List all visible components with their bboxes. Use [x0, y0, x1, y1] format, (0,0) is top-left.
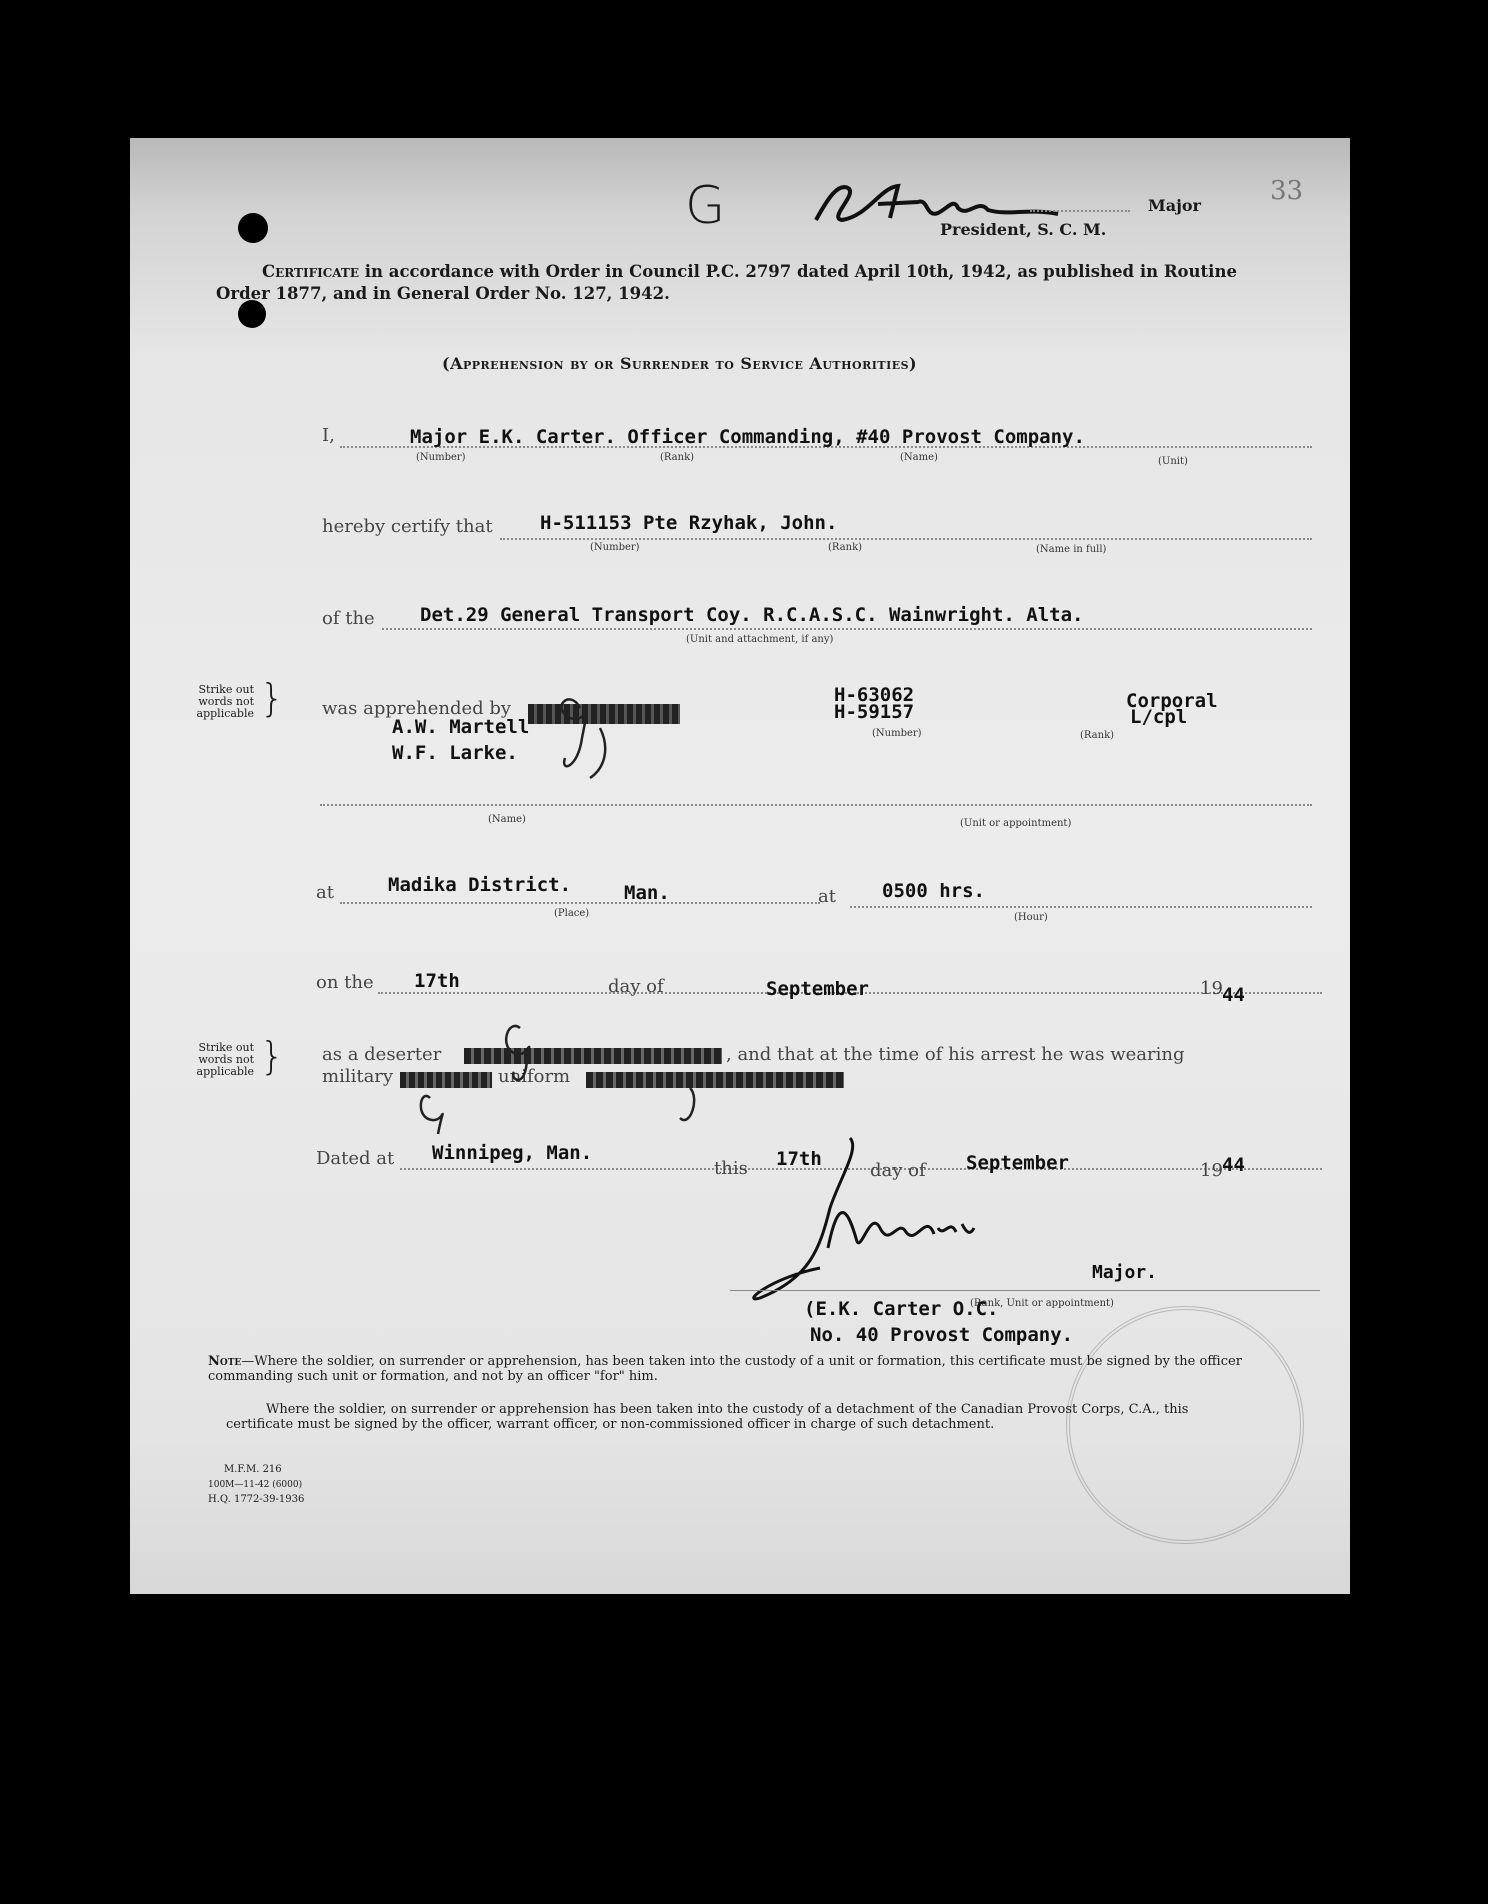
caption-number: (Number)	[872, 728, 922, 739]
form-code-1: M.F.M. 216	[224, 1464, 282, 1475]
president-line	[1030, 210, 1130, 212]
initials-mark	[510, 678, 630, 788]
apprehender-name-2: W.F. Larke.	[392, 742, 518, 764]
place-label: at	[316, 882, 334, 903]
apprehended-label: was apprehended by	[322, 698, 512, 719]
intro-line-1: Certificate in accordance with Order in Council P.C. 2797 dated April 10th, 1942, as published in Routine	[262, 262, 1237, 281]
caption-unit-appointment: (Unit or appointment)	[960, 818, 1072, 829]
dated-year-prefix: 19	[1200, 1160, 1223, 1181]
punch-hole-bottom	[238, 300, 266, 328]
signature-caption: (Rank, Unit or appointment)	[970, 1298, 1114, 1309]
note-paragraph-2: Where the soldier, on surrender or apprehension has been taken into the custody of a detachment of the Canadian Provost Corps, C.A., this certificate must be signed by the officer, warrant officer, or non-commissioned officer in charge of such detachment.	[226, 1402, 1189, 1432]
caption-number: (Number)	[416, 452, 466, 463]
dated-place: Winnipeg, Man.	[432, 1142, 593, 1164]
dated-month: September	[966, 1152, 1069, 1174]
unit-label: of the	[322, 608, 375, 629]
soldier-line	[500, 538, 1312, 540]
certifier-prefix: I,	[322, 425, 335, 446]
caption-name: (Name)	[488, 814, 526, 825]
note-paragraph-1	[208, 1354, 1248, 1384]
caption-rank: (Rank)	[828, 542, 863, 553]
certificate-word: Certificate	[262, 262, 359, 281]
certificate-page	[130, 138, 1350, 1594]
strike-note-2: Strike out words not applicable	[196, 1041, 254, 1078]
place-province: Man.	[624, 882, 670, 904]
page-number: 33	[1270, 176, 1304, 206]
date-year-suffix: 44	[1222, 984, 1245, 1006]
caption-name: (Name)	[900, 452, 938, 463]
form-code-2: 100M—11-42 (6000)	[208, 1480, 303, 1490]
apprehender-name-1: A.W. Martell	[392, 716, 530, 738]
signature-rank: Major.	[1092, 1262, 1158, 1283]
caption-hour: (Hour)	[1014, 912, 1048, 923]
signature-name: (E.K. Carter O.C.	[804, 1298, 999, 1320]
caption-name-full: (Name in full)	[1036, 544, 1107, 555]
place-line	[340, 902, 820, 904]
uniform-label: uniform	[498, 1066, 571, 1087]
date-month: September	[766, 978, 869, 1000]
form-code-3: H.Q. 1772-39-1936	[208, 1494, 305, 1505]
hour-value: 0500 hrs.	[882, 880, 985, 902]
caption-unit: (Unit)	[1158, 456, 1188, 467]
certifier-value: Major E.K. Carter. Officer Commanding, #40 Provost Company.	[410, 426, 1085, 448]
military-label: military	[322, 1066, 394, 1087]
dated-day-of: day of	[870, 1160, 926, 1181]
deserter-text-end: , and that at the time of his arrest he was wearing	[726, 1044, 1185, 1065]
hour-at-label: at	[818, 886, 836, 907]
unit-value: Det.29 General Transport Coy. R.C.A.S.C. Wainwright. Alta.	[420, 604, 1084, 626]
dated-this: this	[714, 1158, 748, 1179]
strike-note-1: Strike out words not applicable	[196, 683, 254, 720]
place-value: Madika District.	[388, 874, 572, 896]
punch-hole-top	[238, 213, 268, 243]
signature-unit: No. 40 Provost Company.	[810, 1324, 1074, 1346]
president-rank: Major	[1148, 196, 1201, 215]
date-year-prefix: 19	[1200, 978, 1223, 999]
initials-mark	[390, 1008, 750, 1148]
president-title: President, S. C. M.	[940, 220, 1107, 239]
apprehender-rank-1: Corporal	[1126, 690, 1218, 712]
soldier-value: H-511153 Pte Rzyhak, John.	[540, 512, 838, 534]
date-day: 17th	[414, 970, 460, 992]
apprehender-rank-2: L/cpl	[1130, 706, 1188, 728]
brace-icon: }	[260, 1034, 285, 1078]
caption-rank: (Rank)	[1080, 730, 1115, 741]
apprehender-number-1: H-63062	[834, 684, 915, 706]
caption-number: (Number)	[590, 542, 640, 553]
apprehender-number-2: H-59157	[834, 701, 915, 723]
subtitle: (Apprehension by or Surrender to Service Authorities)	[442, 354, 918, 373]
caption-place: (Place)	[554, 908, 590, 919]
brace-icon: }	[260, 676, 285, 720]
date-label: on the	[316, 972, 374, 993]
note-lead: Note	[208, 1354, 242, 1369]
apprehension-name-line	[320, 804, 1312, 806]
signature-line	[730, 1290, 1320, 1291]
soldier-label: hereby certify that	[322, 516, 493, 537]
caption-rank: (Rank)	[660, 452, 695, 463]
hour-line	[850, 906, 1312, 908]
caption-unit-attachment: (Unit and attachment, if any)	[686, 634, 834, 645]
file-letter: G	[685, 176, 726, 236]
dated-day: 17th	[776, 1148, 822, 1170]
intro-line-2: Order 1877, and in General Order No. 127, 1942.	[216, 284, 670, 303]
note-text: —Where the soldier, on surrender or apprehension, has been taken into the custody of a unit or formation, this certificate must be signed by the officer commanding such unit or formation, and not by an officer "for" him.	[208, 1354, 1242, 1384]
dated-year-suffix: 44	[1222, 1154, 1245, 1176]
date-day-of: day of	[608, 976, 664, 997]
deserter-text-start: as a deserter	[322, 1044, 442, 1065]
unit-line	[382, 628, 1312, 630]
dated-label: Dated at	[316, 1148, 395, 1169]
